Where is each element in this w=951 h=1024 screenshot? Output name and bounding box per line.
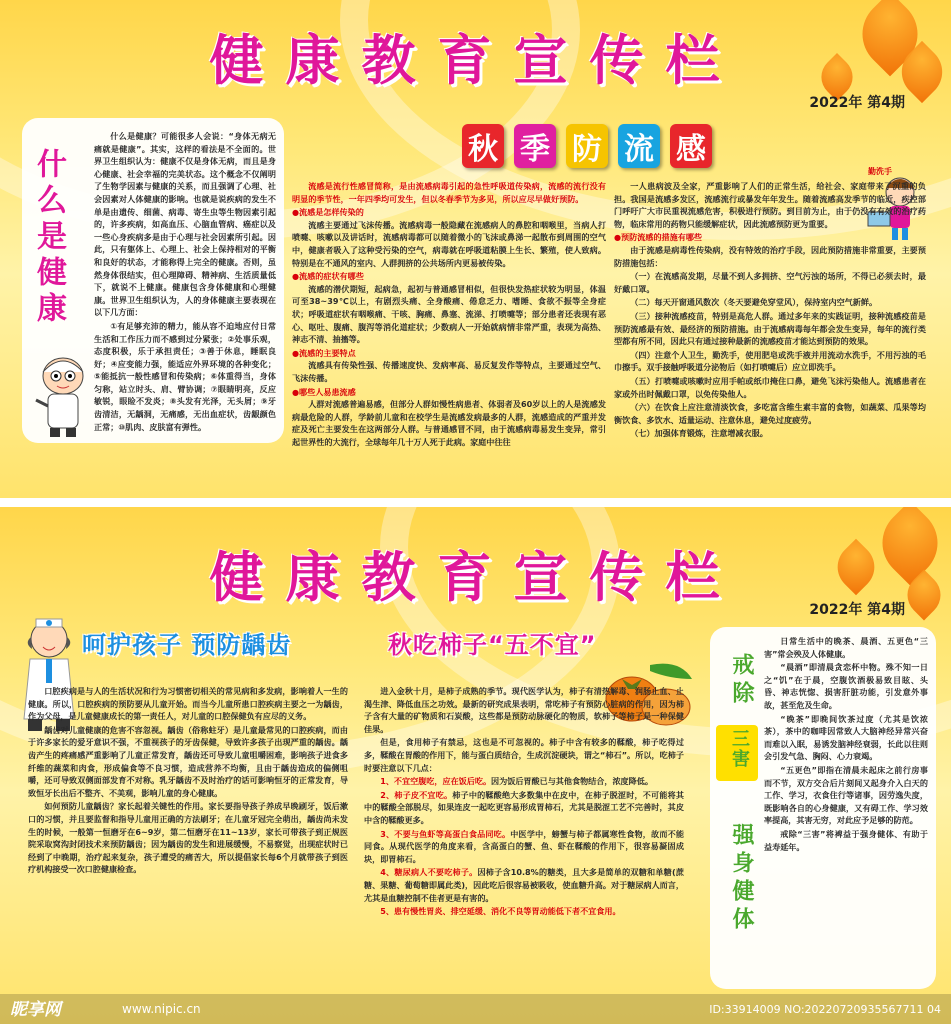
watermark-logo: 昵享网 <box>10 1000 61 1020</box>
flu-intro: 流感是流行性感冒简称，是由流感病毒引起的急性呼吸道传染病，流感的流行没有明显的季节性，一年四季均可发生，但以冬春季节为多见，所以应尽早做好预防。 <box>292 181 606 204</box>
tip-heading: 2、柿子皮不宜吃。 <box>380 789 453 800</box>
tip-item <box>364 775 684 788</box>
paragraph: 如何预防儿童龋齿？家长起着关键性的作用。家长要指导孩子养成早晚刷牙，饭后漱口的习惯，并且要监督和指导儿童用正确的方法刷牙；在儿童牙冠完全萌出，龋齿尚未发生的时候，一般第一恒磨牙在6~9岁，第二恒磨牙在11~13岁，家长可带孩子到正规医院采取窝沟封闭技术来预防龋齿；因为龋齿的发生和进展缓慢，不易察觉，出现症状时已经到了中晚期，治疗起来复杂，孩子遭受的痛苦大，所以提倡家长每6个月就带孩子到医疗机构接受一次口腔健康检查。 <box>28 801 348 875</box>
flu-char: 秋 <box>462 124 504 168</box>
tip-item <box>364 789 684 827</box>
harms-badge-text: 三害 <box>729 729 750 769</box>
watermark-id: ID:33914009 NO:20220720935567711 04 <box>709 1003 941 1016</box>
prevention-item: 由于流感是病毒性传染病，没有特效的治疗手段，因此预防措施非常重要，主要预防措施包括： <box>614 244 926 268</box>
paragraph: 但是，食用柿子有禁忌，这也是不可忽视的。柿子中含有较多的鞣酸，柿子吃得过多，鞣酸在胃酸的作用下，能与蛋白质结合，生成沉淀硬块，谓之“柿石”。所以，吃柿子时要注意以下几点： <box>364 737 684 773</box>
board-title: 健康教育宣传栏 <box>209 29 742 92</box>
prevention-intro: 一人患病波及全家，严重影响了人们的正常生活，给社会、家庭带来了沉重的负担。我国是流感多发区，流感流行或暴发年年发生。随着流感高发季节的临近，疾控部门呼吁广大市民重视流感危害，积极进行预防。到目前为止，由于仍没有有效的治疗药物，临床常用的药物只能缓解症状，因此流感预防更为重要。 <box>614 181 926 229</box>
board-title: 健康教育宣传栏 <box>209 546 742 609</box>
paragraph: “五更色”即指在清晨未起床之前行房事而不节，双方交合后片刻间又起身介入白天的工作、学习，衣食住行等诸事，因劳逸失度，既影响各自的心身健康，又有碍工作、学习效率提高，其害无穷，对此应予足够的防范。 <box>764 764 928 826</box>
panel-title: 什么是健康 <box>31 148 66 328</box>
issue-number: 2022年 第4期 <box>809 95 905 111</box>
section-heading: ●哪些人易患流感 <box>292 386 356 397</box>
flu-article <box>292 180 606 449</box>
paragraph: 进入金秋十月，是柿子成熟的季节。现代医学认为，柿子有清热解毒、润肠止血、止渴生津、降低血压之功效。最新的研究成果表明，常吃柿子有预防心脏病的作用，因为柿子含有大量的矿物质和石炭酸，这些都是预防动脉硬化的物质，软柿子等柿子是一种保健佳果。 <box>364 686 684 734</box>
kid-label: 勤洗手 <box>868 167 892 176</box>
board-divider <box>0 498 951 507</box>
section-heading: ●流感的症状有哪些 <box>292 271 364 282</box>
panel-what-is-health <box>22 118 284 443</box>
section-title: 呵护孩子 预防龋齿 <box>82 631 292 659</box>
harms-text <box>764 635 928 854</box>
flu-prevention <box>614 180 926 441</box>
section-text: 流感具有传染性强、传播速度快、发病率高、易反复发作等特点，主要通过空气、飞沫传播。 <box>292 360 606 383</box>
flu-char: 流 <box>618 124 660 168</box>
prevention-item: （四）注意个人卫生，勤洗手，使用肥皂或洗手液并用流动水洗手，不用污浊的毛巾擦手。双手接触呼吸道分泌物后（如打喷嚏后）应立即洗手。 <box>614 349 926 373</box>
section-text: 人群对流感普遍易感，但部分人群如慢性病患者、体弱者及60岁以上的人是流感发病最危险的人群，学龄前儿童和在校学生是流感发病最多的人群，流感造成的严重并发症及死亡主要发生在这两部分人群。与普通感冒不同，由于流感病毒易发生变异，常引起世界性的大流行，全球每年几十万人死于此病。家庭中往往 <box>292 399 606 447</box>
tip-heading: 3、不要与鱼虾等高蛋白食品同吃。 <box>380 828 511 839</box>
panel-text <box>94 130 276 434</box>
prevention-item: （七）加强体育锻炼，注意增减衣服。 <box>630 428 768 439</box>
paragraph: 日常生活中的晚茶、晨酒、五更色“三害”常会殃及人体健康。 <box>764 636 928 659</box>
tip-heading: 5、患有慢性胃炎、排空延缓、消化不良等胃动能低下者不宜食用。 <box>380 906 621 917</box>
section-title: 秋吃柿子“五不宜” <box>388 631 597 659</box>
panel-title-bottom: 强身健体 <box>729 823 754 935</box>
flu-char: 感 <box>670 124 712 168</box>
paragraph: “晚茶”即晚间饮茶过度（尤其是饮浓茶），茶中的咖啡因常致人大脑神经异常兴奋而难以入眠，易诱发脑神经衰弱，长此以往则会引发气急、胸闷、心力衰竭。 <box>764 713 928 762</box>
paragraph: ①有足够充沛的精力，能从容不迫地应付日常生活和工作压力而不感到过分紧张；②处事乐观，态度积极，乐于承担责任；③善于休息，睡眠良好；④应变能力强，能适应外界环境的各种变化；⑤能抵抗一般性感冒和传染病；⑥体重得当，身体匀称，站立时头、肩、臂协调；⑦眼睛明亮，反应敏锐，眼睑不发炎；⑧头发有光泽，无头屑；⑨牙齿清洁，无龋洞，无痛感，无出血症状，齿龈颜色正常；⑩肌肉、皮肤富有弹性。 <box>94 320 276 432</box>
paragraph: 什么是健康？可能很多人会说：“身体无病无痛就是健康”。其实，这样的看法是不全面的。世界卫生组织认为：健康不仅是身体无病，而且是身心健康、社会幸福的完美状态。这个概念不仅阐明了生物学因素与健康的关系，而且强调了心理、社会因素对人体健康的影响。也就是说疾病的发生不单是由遗传、细菌、病毒、寄生虫等生物因素引起的，许多疾病，如高血压、心脑血管病、癌症以及一些心身疾病多是由于心理与社会因素所引起。因此，只有躯体上、心理上、社会上保持相对的平衡和良好的状态，才能称得上完全的健康。否则，虽然身体很结实，但心理障碍、精神病、生活质量低下，就说不上健康。健康包含身体健康和心理健康。世界卫生组织认为，人的身体健康主要表现在以下几方面： <box>94 131 276 318</box>
prevention-item: （六）在饮食上应注意清淡饮食，多吃富含维生素丰富的食物，如蔬菜、瓜果等均衡饮食、多饮水、适量运动、注意休息，避免过度疲劳。 <box>614 402 926 425</box>
panel-three-harms <box>710 627 936 989</box>
tip-text: 因为饭后胃酸已与其他食物结合，浓度降低。 <box>491 776 653 787</box>
harms-badge <box>716 725 758 781</box>
persimmon-article <box>364 685 684 919</box>
tip-text: 因柿子含10.8%的糖类，且大多是简单的双糖和单糖(蔗糖、果糖、葡萄糖即属此类)，因此吃后很容易被吸收，使血糖升高。对于糖尿病人而言，尤其是血糖控制不佳者更是有害的。 <box>364 867 684 903</box>
tip-item <box>364 905 684 918</box>
watermark-bar <box>0 994 951 1024</box>
tip-item <box>364 866 684 904</box>
section-heading: ●流感是怎样传染的 <box>292 207 364 218</box>
board-flu <box>0 0 951 498</box>
paragraph: “晨酒”即清晨贪恋杯中物。殊不知一日之“饥”在于晨，空腹饮酒极易致目眩、头昏、神志恍惚、损害肝脏功能，引发意外事故，甚至危及生命。 <box>764 662 928 710</box>
prevention-item: （二）每天开窗通风数次（冬天要避免穿堂风），保持室内空气新鲜。 <box>630 297 878 308</box>
section-heading: ●流感的主要特点 <box>292 347 356 358</box>
doctor-cartoon-icon <box>30 350 96 440</box>
tip-text: 柿子中的鞣酸绝大多数集中在皮中，在柿子脱涩时，不可能将其中的鞣酸全部脱尽，如果连皮一起吃更容易形成胃柿石，尤其是脱涩工艺不完善时，其皮中含的鞣酸更多。 <box>364 789 684 825</box>
board-children-health <box>0 507 951 1024</box>
section-heading: ●预防流感的措施有哪些 <box>614 232 703 243</box>
issue-number: 2022年 第4期 <box>809 602 905 618</box>
prevention-item: （五）打喷嚏或咳嗽时应用手帕或纸巾掩住口鼻，避免飞沫污染他人。流感患者在家或外出时佩戴口罩，以免传染他人。 <box>614 375 926 399</box>
watermark-url: www.nipic.cn <box>122 1002 201 1016</box>
section-text: 流感主要通过飞沫传播。流感病毒一般隐藏在流感病人的鼻腔和咽喉里，当病人打喷嚏、咳嗽以及讲话时，流感病毒都可以随着微小的飞沫或鼻涕一起散布到周围的空气中，健康者吸入了这种受污染的空气，病毒就在呼吸道粘膜上生长、繁殖，使人致病。特别是在不通风的室内、人群拥挤的公共场所内更易被传染。 <box>292 219 606 268</box>
tip-heading: 1、不宜空腹吃，应在饭后吃。 <box>380 776 492 787</box>
prevention-item: （一）在流感高发期，尽量不到人多拥挤、空气污浊的场所，不得已必须去时，最好戴口罩。 <box>614 271 926 294</box>
paragraph: 龋齿对儿童健康的危害不容忽视。龋齿（俗称蛀牙）是儿童最常见的口腔疾病，而由于许多家长的爱牙意识不强，不重视孩子的牙齿保健，导致许多孩子出现严重的龋齿。龋齿产生的疼痛感严重影响了儿童正常发育，龋齿还可导致儿童咀嚼困难，影响孩子进食多纤维的蔬菜和肉食，形成偏食等不良习惯，造成营养不均衡，且由于龋齿造成的偏侧咀嚼，还可导致双侧面部发育不对称。乳牙龋齿不及时治疗的话可影响恒牙的正常发育，导致恒牙长出后不整齐、不美观，影响儿童的身心健康。 <box>28 724 348 798</box>
prevention-item: （三）接种流感疫苗，特别是高危人群。通过多年来的实践证明，接种流感疫苗是预防流感最有效、最经济的预防措施。由于流感病毒每年都会发生变异，每年的流行类型都有所不同，因此只有通过接种最新的流感疫苗才能达到预防的效果。 <box>614 310 926 347</box>
paragraph: 口腔疾病是与人的生活状况和行为习惯密切相关的常见病和多发病，影响着人一生的健康。所以，口腔疾病的预防要从儿童开始。而当今儿童所患口腔疾病主要之一为龋齿，作为父母，是儿童健康成长的第一责任人，对儿童的口腔保健负有应尽的义务。 <box>28 686 348 722</box>
tip-heading: 4、糖尿病人不要吃柿子。 <box>380 867 478 878</box>
section-text: 流感的潜伏期短，起病急，起初与普通感冒相似，但很快发热症状较为明显，体温可至38~39℃以上，有剧烈头痛、全身酸痛、倦怠乏力、嗜睡、食欲不振等全身症状；呼吸道症状有咽喉痛、干咳、胸痛、鼻塞、流涕、打喷嚏等；部分患者还表现有恶心、呕吐、腹痛、腹泻等消化道症状；少数病人一开始就病情非常严重，表现为高热、神志不清、抽搐等。 <box>292 283 606 345</box>
tip-item <box>364 828 684 866</box>
flu-char: 防 <box>566 124 608 168</box>
tip-text: 中医学中，螃蟹与柿子都属寒性食物，故而不能同食。从现代医学的角度来看，含高蛋白的蟹、鱼、虾在鞣酸的作用下，很容易凝固成块，即胃柿石。 <box>364 828 684 864</box>
paragraph: 戒除“三害”将裨益于强身健体、有助于益寿延年。 <box>764 828 928 852</box>
teeth-article <box>28 685 348 877</box>
flu-char: 季 <box>514 124 556 168</box>
panel-title-top: 戒除 <box>729 653 754 709</box>
